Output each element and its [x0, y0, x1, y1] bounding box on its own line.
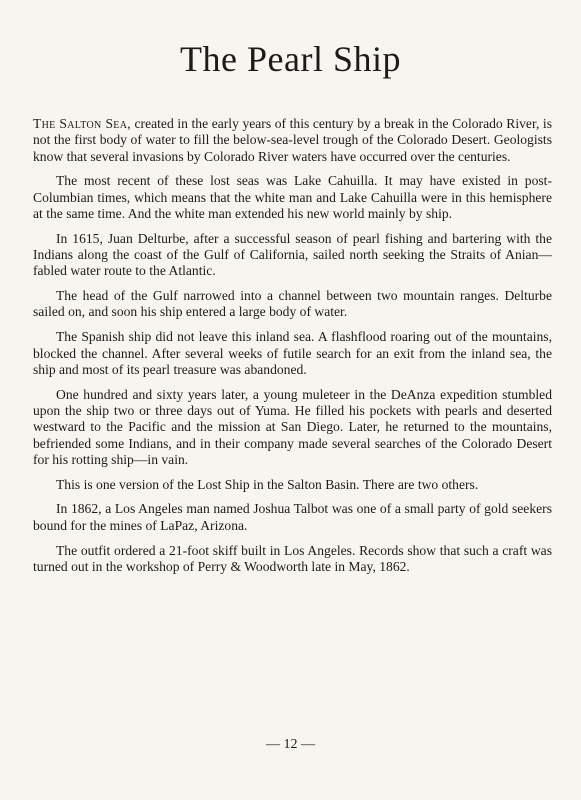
paragraph-2: The most recent of these lost seas was Lake Cahuilla. It may have existed in post-Columbian times, which means that the white man and Lake Cahuilla were in this hemisphere at the same time. And the white man extended his new world mainly by ship.: [33, 173, 552, 221]
body-text: [33, 116, 552, 584]
paragraph-6: One hundred and sixty years later, a young muleteer in the DeAnza expedition stumbled upon the ship two or three days out of Yuma. He filled his pockets with pearls and deserted westward to the Pacific and the mission at San Diego. Later, he returned to the mountains, befriended some Indians, and in their company made several searches of the Colorado Desert for his rotting ship—in vain.: [33, 386, 552, 467]
paragraph-1: [33, 116, 552, 165]
paragraph-7: This is one version of the Lost Ship in the Salton Basin. There are two others.: [56, 476, 479, 492]
paragraph-9: The outfit ordered a 21-foot skiff built in Los Angeles. Records show that such a craft was turned out in the workshop of Perry & Woodworth late in May, 1862.: [33, 542, 552, 574]
paragraph-5: The Spanish ship did not leave this inland sea. A flashflood roaring out of the mountains, blocked the channel. After several weeks of futile search for an exit from the inland sea, the ship and most of its pearl treasure was abandoned.: [33, 329, 552, 377]
page-title: The Pearl Ship: [180, 39, 401, 79]
paragraph-1-text: created in the early years of this century by a break in the Colorado River, is not the first body of water to fill the below-sea-level trough of the Colorado Desert. Geologists know that several invasions by Colorado River waters have occurred over the centuries.: [33, 116, 552, 164]
page-number: — 12 —: [266, 737, 315, 752]
paragraph-8: In 1862, a Los Angeles man named Joshua Talbot was one of a small party of gold seekers bound for the mines of LaPaz, Arizona.: [33, 501, 552, 533]
lead-smallcaps: The Salton Sea,: [33, 116, 131, 131]
paragraph-4: The head of the Gulf narrowed into a channel between two mountain ranges. Delturbe sailed on, and soon his ship entered a large body of water.: [33, 288, 552, 320]
paragraph-3: In 1615, Juan Delturbe, after a successful season of pearl fishing and bartering with the Indians along the coast of the Gulf of California, sailed north seeking the Straits of Anian—fabled water route to the Atlantic.: [33, 230, 552, 279]
